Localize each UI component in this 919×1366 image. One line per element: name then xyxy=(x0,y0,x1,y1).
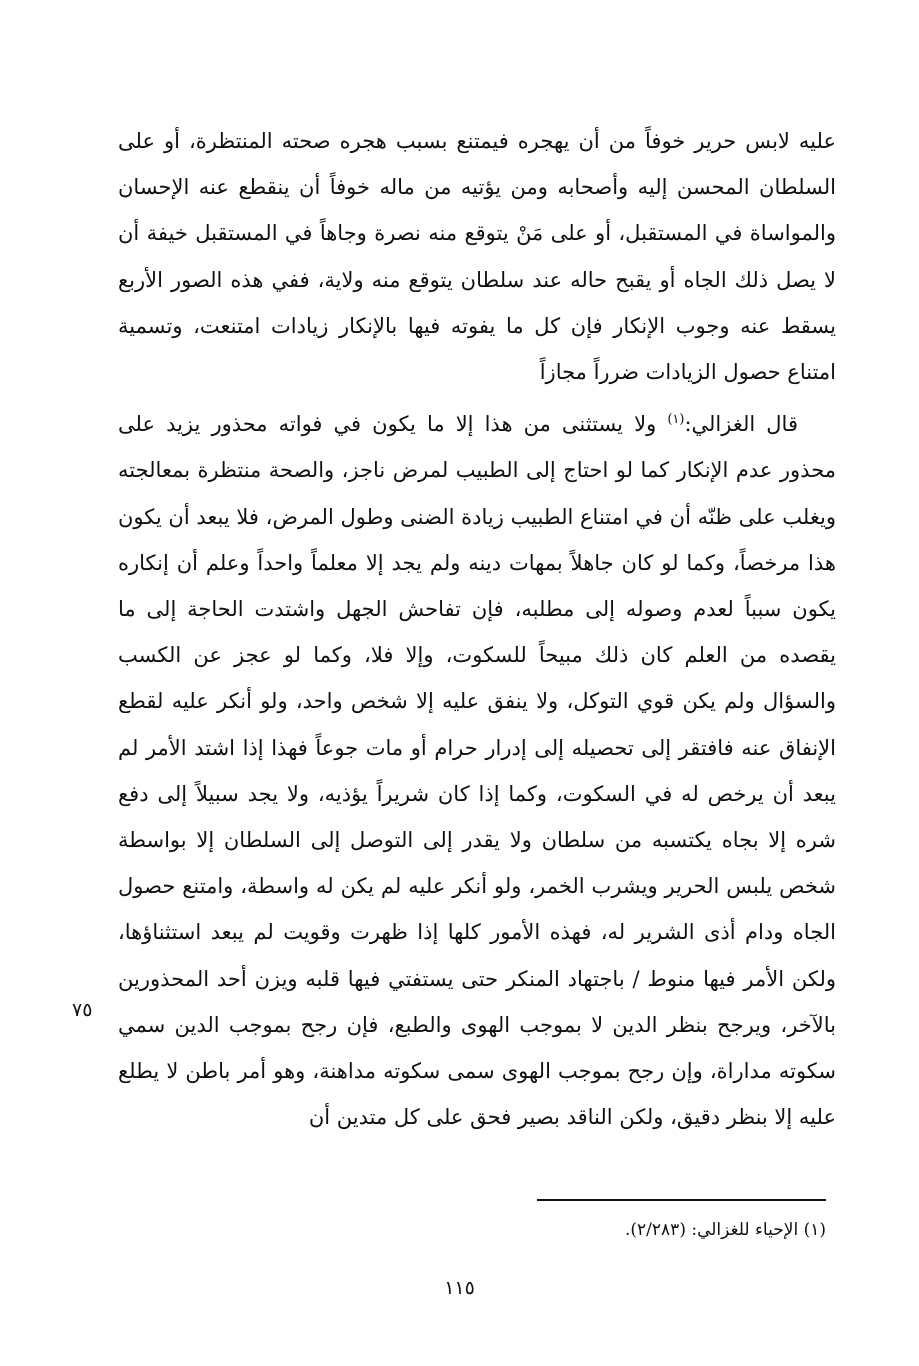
paragraph-2 xyxy=(118,401,836,1140)
footnote: (١) الإحياء للغزالي: (٢/٢٨٣). xyxy=(625,1220,826,1240)
paragraph-1: عليه لابس حرير خوفاً من أن يهجره فيمتنع بسبب هجره صحته المنتظرة، أو على السلطان المحسن إليه وأصحابه ومن يؤتيه من ماله خوفاً أن ينقطع عنه الإحسان والمواساة في المستقبل، أو على مَنْ يتوقع منه نصرة وجاهاً في المستقبل خيفة أن لا يصل ذلك الجاه أو يقبح حاله عند سلطان يتوقع منه ولاية، ففي هذه الصور الأربع يسقط عنه وجوب الإنكار فإن كل ما يفوته فيها بالإنكار زيادات امتنعت، وتسمية امتناع حصول الزيادات ضرراً مجازاً xyxy=(118,129,836,385)
page-number: ١١٥ xyxy=(444,1277,475,1299)
paragraph-2-lead: قال الغزالي: xyxy=(684,412,798,437)
footnote-marker: (١) xyxy=(667,412,685,428)
main-text-block xyxy=(118,118,836,1140)
margin-page-reference: ٧٥ xyxy=(72,999,93,1021)
footnote-divider xyxy=(537,1199,826,1201)
paragraph-2-text: ولا يستثنى من هذا إلا ما يكون في فواته محذور يزيد على محذور عدم الإنكار كما لو احتاج إلى الطبيب لمرض ناجز، والصحة منتظرة بمعالجته ويغلب على ظنّه أن في امتناع الطبيب زيادة الضنى وطول المرض، فلا يبعد أن يكون هذا مرخصاً، وكما لو كان جاهلاً بمهات دينه ولم يجد إلا معلماً واحداً وعلم أن إنكاره يكون سبباً لعدم وصوله إلى مطلبه، فإن تفاحش الجهل واشتدت الحاجة إلى ما يقصده من العلم كان ذلك مبيحاً للسكوت، وإلا فلا، وكما لو عجز عن الكسب والسؤال ولم يكن قوي التوكل، ولا ينفق عليه إلا شخص واحد، ولو أنكر عليه لقطع الإنفاق عنه فافتقر إلى تحصيله إلى إدرار حرام أو مات جوعاً فهذا إذا اشتد الأمر لم يبعد أن يرخص له في السكوت، وكما إذا كان شريراً يؤذيه، ولا يجد سبيلاً إلى دفع شره إلا بجاه يكتسبه من سلطان ولا يقدر إلى التوصل إلى السلطان إلا بواسطة شخص يلبس الحرير ويشرب الخمر، ولو أنكر عليه لم يكن له واسطة، وامتنع حصول الجاه ودام أذى الشرير له، فهذه الأمور كلها إذا ظهرت وقويت لم يبعد استثناؤها، ولكن الأمر فيها منوط / باجتهاد المنكر حتى يستفتي فيها قلبه ويزن أحد المحذورين بالآخر، ويرجح بنظر الدين لا بموجب الهوى والطبع، فإن رجح بموجب الدين سمي سكوته مداراة، وإن رجح بموجب الهوى سمى سكوته مداهنة، وهو أمر باطن لا يطلع عليه إلا بنظر دقيق، ولكن الناقد بصير فحق على كل متدين أن xyxy=(118,412,836,1130)
